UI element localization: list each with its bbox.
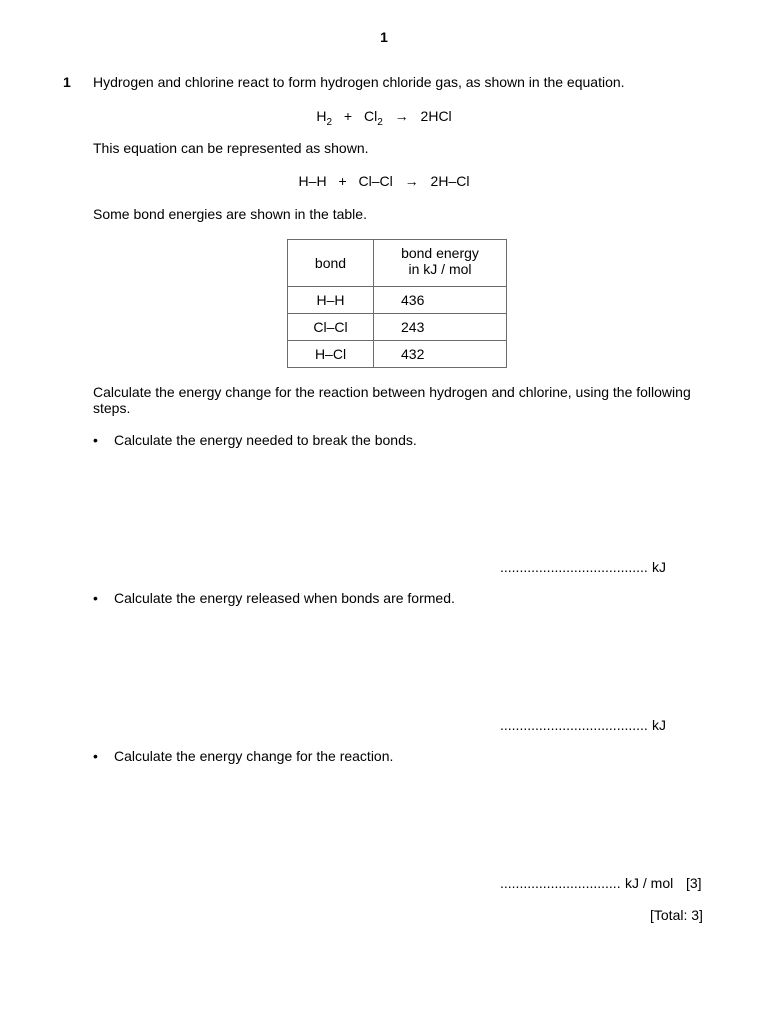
unit-label-1: kJ [652,559,666,575]
instruction-text: Calculate the energy change for the reaction between hydrogen and chlorine, using the following steps. [93,384,691,416]
plus-sign-2: + [338,173,347,189]
total-marks: [Total: 3] [650,907,703,923]
reaction-arrow-2: → [404,173,419,189]
cl2-formula: $Cl_2$ [363,108,383,128]
bond-cell: H–H [288,287,374,314]
table-intro: Some bond energies are shown in the table. [93,206,367,222]
table-row [288,287,507,314]
bond-energy-table [287,239,507,368]
marks-label: [3] [686,875,702,891]
answer-line-1[interactable]: ...................................... [500,559,648,575]
bullet-icon: • [93,748,98,764]
energy-cell: 243 [374,314,507,341]
answer-line-3[interactable]: ............................... [500,875,621,891]
step-1-text: Calculate the energy needed to break the bonds. [114,432,417,448]
question-number: 1 [63,74,71,90]
product-formula: 2HCl [420,108,452,124]
energy-cell: 436 [374,287,507,314]
energy-cell: 432 [374,341,507,368]
hh-bond: H–H [298,173,327,189]
clcl-bond: Cl–Cl [358,173,393,189]
table-row [288,341,507,368]
hcl-product: 2H–Cl [430,173,470,189]
plus-sign: + [343,108,353,124]
header-energy-line1: bond energy [401,245,479,261]
unit-label-3: kJ / mol [625,875,674,891]
word-equation-1 [0,108,768,131]
header-bond: bond [288,240,374,287]
bond-cell: Cl–Cl [288,314,374,341]
step-2-text: Calculate the energy released when bonds are formed. [114,590,455,606]
bond-equation [0,173,768,189]
h2-formula: $H_2$ [316,108,332,128]
table-header-row [288,240,507,287]
bullet-icon: • [93,432,98,448]
represent-text: This equation can be represented as shown. [93,140,369,156]
header-energy-line2: in kJ / mol [408,261,472,277]
header-bond-energy [374,240,507,287]
table-row [288,314,507,341]
step-3-text: Calculate the energy change for the reaction. [114,748,394,764]
question-intro: Hydrogen and chlorine react to form hydrogen chloride gas, as shown in the equation. [93,74,625,90]
bond-cell: H–Cl [288,341,374,368]
reaction-arrow: → [394,108,409,124]
unit-label-2: kJ [652,717,666,733]
bullet-icon: • [93,590,98,606]
page-number: 1 [380,29,388,45]
answer-line-2[interactable]: ...................................... [500,717,648,733]
